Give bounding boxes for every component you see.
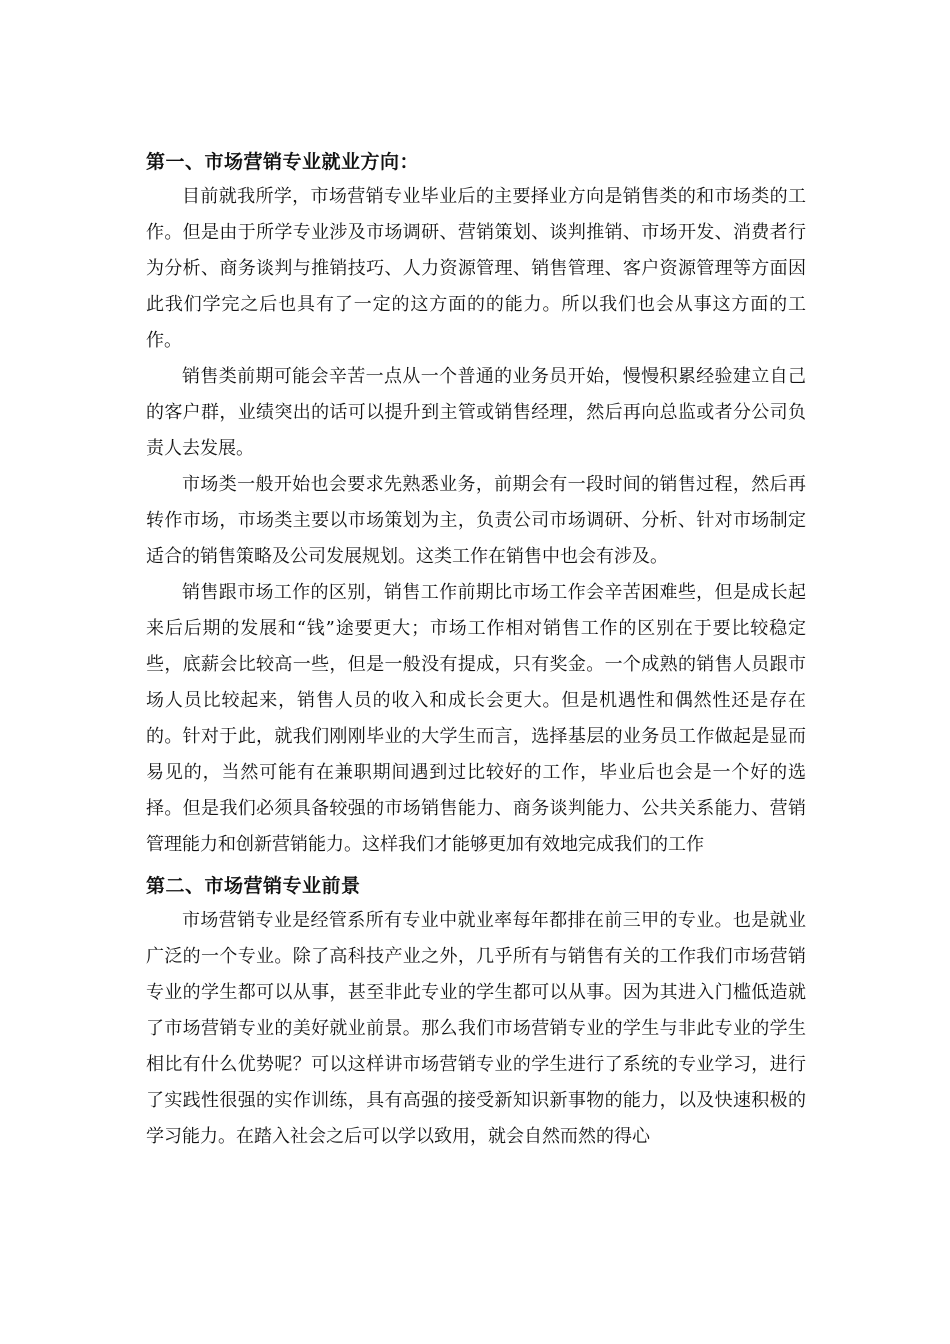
- document-body: [146, 145, 806, 1155]
- section-heading-prospects: 第二、市场营销专业前景: [146, 875, 361, 897]
- section-heading-employment-direction: 第一、市场营销专业就业方向：: [146, 151, 420, 173]
- paragraph: 市场类一般开始也会要求先熟悉业务，前期会有一段时间的销售过程，然后再转作市场，市场类主要以市场策划为主，负责公司市场调研、分析、针对市场制定适合的销售策略及公司发展规划。这类工作在销售中也会有涉及。: [146, 474, 806, 567]
- paragraph: 销售类前期可能会辛苦一点从一个普通的业务员开始，慢慢积累经验建立自己的客户群，业绩突出的话可以提升到主管或销售经理，然后再向总监或者分公司负责人去发展。: [146, 366, 806, 459]
- paragraph: 目前就我所学，市场营销专业毕业后的主要择业方向是销售类的和市场类的工作。但是由于所学专业涉及市场调研、营销策划、谈判推销、市场开发、消费者行为分析、商务谈判与推销技巧、人力资源管理、销售管理、客户资源管理等方面因此我们学完之后也具有了一定的这方面的的能力。所以我们也会从事这方面的工作。: [146, 186, 806, 351]
- paragraph: 市场营销专业是经管系所有专业中就业率每年都排在前三甲的专业。也是就业广泛的一个专业。除了高科技产业之外，几乎所有与销售有关的工作我们市场营销专业的学生都可以从事，甚至非此专业的学生都可以从事。因为其进入门槛低造就了市场营销专业的美好就业前景。那么我们市场营销专业的学生与非此专业的学生相比有什么优势呢？可以这样讲市场营销专业的学生进行了系统的专业学习，进行了实践性很强的实作训练，具有高强的接受新知识新事物的能力，以及快速积极的学习能力。在踏入社会之后可以学以致用，就会自然而然的得心: [146, 910, 806, 1147]
- paragraph: 销售跟市场工作的区别，销售工作前期比市场工作会辛苦困难些，但是成长起来后后期的发展和“钱”途要更大；市场工作相对销售工作的区别在于要比较稳定些，底薪会比较高一些，但是一般没有提成，只有奖金。一个成熟的销售人员跟市场人员比较起来，销售人员的收入和成长会更大。但是机遇性和偶然性还是存在的。针对于此，就我们刚刚毕业的大学生而言，选择基层的业务员工作做起是显而易见的，当然可能有在兼职期间遇到过比较好的工作，毕业后也会是一个好的选择。但是我们必须具备较强的市场销售能力、商务谈判能力、公共关系能力、营销管理能力和创新营销能力。这样我们才能够更加有效地完成我们的工作: [146, 582, 806, 855]
